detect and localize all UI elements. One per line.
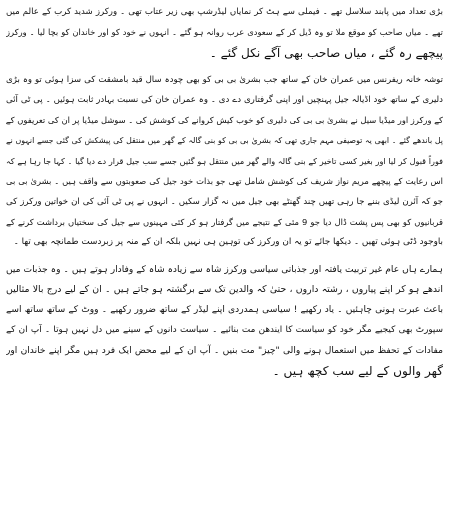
text-line: گھر والوں کے لیے سب کچھ ہیں ۔ — [272, 364, 443, 379]
text-line: توشہ خانہ ریفرنس میں عمران خان کے ساتھ جب بشریٰ بی بی کو بھی چودہ سال قید بامشقت کی سزا ہوئی تو وہ بڑی — [6, 74, 443, 85]
text-line: اندھے ہو کر اپنے پیاروں ، رشتہ داروں ، حتیٰ کہ والدین تک سے برگشتہ ہو جاتے ہیں ۔ ان کے لیے درج بالا مثالیں — [6, 283, 443, 295]
text-line: پل باندھے گئے ۔ ابھی یہ توصیفی مہم جاری تھی کہ بشریٰ بی بی کو بنی گالہ کے گھر میں منتقل کی پیشکش کی گئی جسے انہوں نے — [6, 135, 443, 145]
text-line: قربانیوں کو بھی پس پشت ڈال دیا جو 9 مئی کے نتیجے میں گرفتار ہو کر کئی مہینوں سے جیل کی سختیاں برداشت کرنے کے — [6, 216, 443, 227]
text-line: باوجود ڈٹی ہوئی تھیں ۔ دیکھا جائے تو یہ ان ورکرز کی توہین ہی نہیں بلکہ ان کے منہ پر زبردست طمانچہ بھی تھا ۔ — [13, 237, 443, 248]
paragraph-2 — [6, 70, 443, 253]
text-line: باعث عبرت ہونی چاہئیں ۔ یاد رکھیے ! سیاسی ہمدردی اپنے لیڈر کے ساتھ ضرور رکھیے ۔ ووٹ کے ساتھ ساتھ اسے — [6, 305, 443, 316]
paragraph-1 — [6, 2, 443, 63]
text-line: بڑی تعداد میں پابند سلاسل تھے ۔ فیملی سے ہٹ کر نمایاں لیڈرشپ بھی زیر عتاب تھی ۔ ورکرز شدید کرب کے عالم میں — [6, 7, 443, 17]
paragraph-3 — [6, 260, 443, 382]
text-line: تھے ۔ میاں صاحب کو موقع ملا تو وہ ڈیل کر کے سعودی عرب روانہ ہو گئے ۔ انہوں نے خود کو اور خاندان کو بچا لیا ۔ ورکرز — [6, 27, 443, 38]
text-line: مفادات کے تحفظ میں استعمال ہونے والی "چیز" مت بنیں ۔ آپ ان کے لیے محض ایک فرد ہیں مگر اپنے خاندان اور — [6, 345, 443, 356]
text-line: جو کہ آئرن لیڈی بننے جا رہی تھیں چند گھنٹے بھی جیل میں نہ گزار سکیں ۔ انہوں نے پی ٹی آئی کی ان خواتین ورکرز کی — [6, 196, 443, 207]
text-line: سپورٹ بھی کیجیے مگر خود کو سیاست کا ایندھن مت بنائیے ۔ سیاست دانوں کے سینے میں دل نہیں ہوتا ۔ آپ ان کے — [6, 325, 443, 336]
text-line: کے ورکرز اور میڈیا سیل نے بشریٰ بی بی کی دلیری کو خوب کیش کروانے کی کوشش کی ۔ سوشل میڈیا پر ان کی تعریفوں کے — [6, 115, 443, 126]
text-line: ہمارے ہاں عام غیر تربیت یافتہ اور جذباتی سیاسی ورکرز شاہ سے زیادہ شاہ کے وفادار ہوتے ہیں ۔ وہ جذبات میں — [6, 264, 443, 275]
text-line: پیچھے رہ گئے ، میاں صاحب بھی آگے نکل گئے ۔ — [209, 45, 443, 60]
text-line: دلیری کے ساتھ خود اڈیالہ جیل پہنچیں اور اپنی گرفتاری دے دی ۔ وہ عمران خان کی نسبت بہادر ثابت ہوئیں ۔ پی ٹی آئی — [6, 95, 443, 106]
text-line: فوراً قبول کر لیا اور بغیر کسی تاخیر کے بنی گالہ والے گھر میں منتقل ہو گئیں جسے سب جیل قرار دے دیا گیا ۔ کہا جا رہا ہے کہ — [6, 156, 443, 167]
text-line: اس رعایت کے پیچھے مریم نواز شریف کی کوشش شامل تھی جو بذات خود جیل کی صعوبتوں سے واقف ہیں ۔ بشریٰ بی بی — [6, 176, 443, 187]
